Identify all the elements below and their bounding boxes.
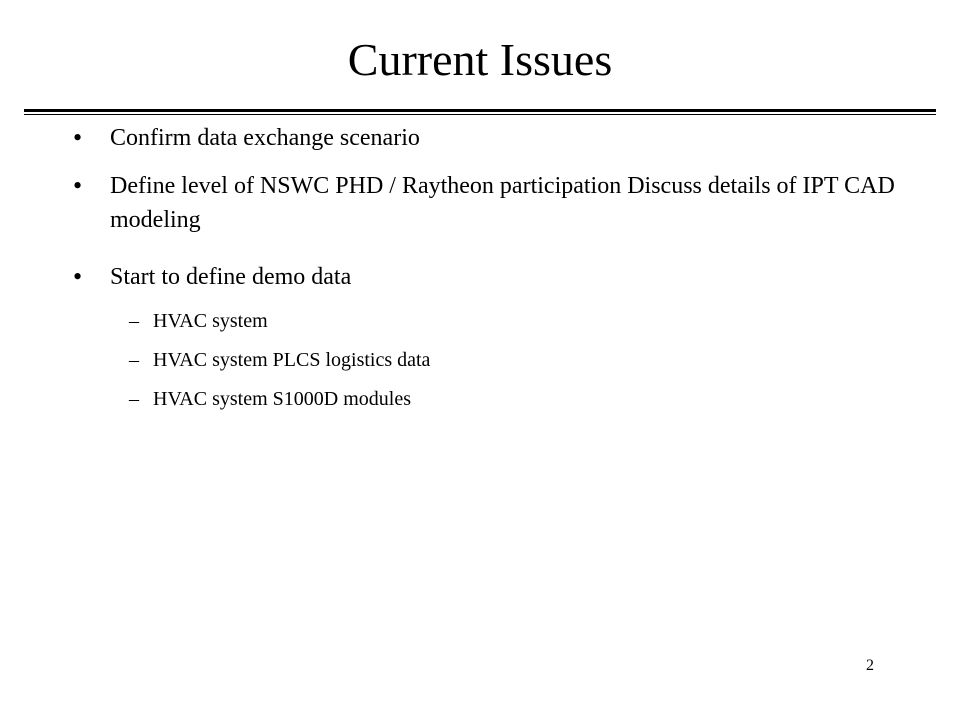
- bullet-text: Define level of NSWC PHD / Raytheon participation Discuss details of IPT CAD modeling: [110, 173, 895, 233]
- sub-bullet-text: HVAC system: [153, 310, 268, 332]
- title-divider-thin: [24, 114, 936, 115]
- sub-bullet-text: HVAC system S1000D modules: [153, 388, 411, 410]
- page-number: 2: [866, 657, 874, 674]
- sub-bullet-marker: –: [129, 349, 139, 371]
- title-divider-thick: [24, 109, 936, 112]
- sub-bullet-marker: –: [129, 310, 139, 332]
- bullet-marker: •: [73, 171, 83, 200]
- bullet-marker: •: [73, 262, 83, 291]
- sub-bullet-text: HVAC system PLCS logistics data: [153, 349, 431, 371]
- sub-bullet-marker: –: [129, 388, 139, 410]
- bullet-text: Start to define demo data: [110, 264, 352, 290]
- slide-title: Current Issues: [347, 34, 613, 85]
- bullet-marker: •: [73, 123, 83, 152]
- bullet-text: Confirm data exchange scenario: [110, 125, 420, 151]
